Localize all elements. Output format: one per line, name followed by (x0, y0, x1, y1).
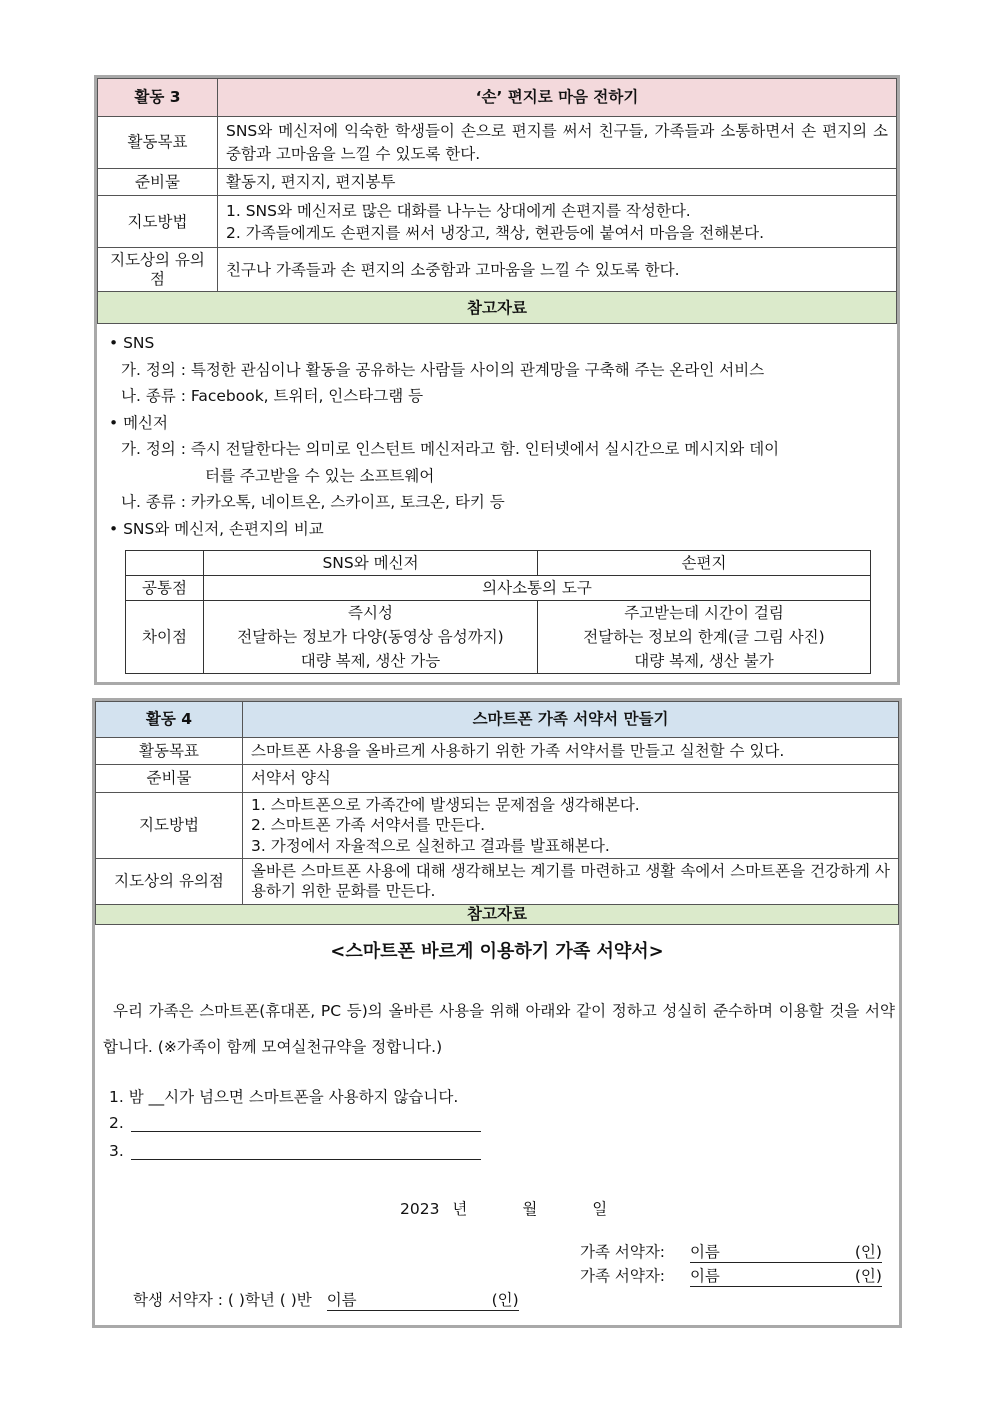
activity4-method-line-2: 2. 스마트폰 가족 서약서를 만든다. (251, 816, 486, 835)
pledge-year: 2023 (400, 1199, 440, 1218)
family-signer-2 (580, 1264, 882, 1287)
pledge-day-unit: 일 (592, 1199, 608, 1218)
sns-diff-2: 전달하는 정보가 다양(동영상 음성까지) (237, 628, 504, 647)
comparison-heading: • SNS와 메신저, 손편지의 비교 (109, 519, 324, 538)
family-signer-2-seal: (인) (854, 1266, 882, 1285)
activity4-box (92, 698, 902, 1328)
comparison-diff-label: 차이점 (126, 601, 204, 674)
family-signer-1-name-field[interactable] (690, 1240, 882, 1263)
pledge-item-1: 1. 밤 __시가 넘으면 스마트폰을 사용하지 않습니다. (109, 1087, 459, 1106)
comparison-table (125, 550, 871, 674)
letter-diff-2: 전달하는 정보의 한계(글 그림 사진) (583, 628, 825, 647)
student-signer (133, 1288, 519, 1311)
activity3-caution-label: 지도상의 유의점 (98, 248, 218, 292)
family-signer-1 (580, 1240, 882, 1263)
activity4-method-line-1: 1. 스마트폰으로 가족간에 발생되는 문제점을 생각해본다. (251, 796, 640, 815)
pledge-title: <스마트폰 바르게 이용하기 가족 서약서> (330, 940, 664, 962)
pledge-item-2-line[interactable] (131, 1113, 481, 1132)
student-signer-name-field[interactable] (327, 1288, 519, 1311)
pledge-form (95, 937, 899, 1337)
comparison-header-sns: SNS와 메신저 (204, 551, 538, 576)
family-signer-2-name-field[interactable] (690, 1264, 882, 1287)
pledge-intro: 우리 가족은 스마트폰(휴대폰, PC 등)의 올바른 사용을 위해 아래와 같이 정하고 성실히 준수하며 이용할 것을 서약합니다. (※가족이 함께 모여실천규약을 정합니다.) (103, 1001, 895, 1056)
pledge-item-3 (109, 1141, 481, 1160)
family-signer-1-seal: (인) (854, 1242, 882, 1261)
sns-diff-3: 대량 복제, 생산 가능 (300, 652, 441, 671)
activity3-materials-label: 준비물 (98, 169, 218, 196)
sns-definition: 가. 정의 : 특정한 관심이나 활동을 공유하는 사람들 사이의 관계망을 구축해 주는 온라인 서비스 (121, 360, 765, 379)
pledge-item-2-number: 2. (109, 1113, 124, 1132)
comparison-header-letter: 손편지 (538, 551, 871, 576)
activity4-materials-label: 준비물 (96, 765, 243, 792)
messenger-heading: • 메신저 (109, 413, 168, 432)
comparison-sns-diffs (204, 601, 538, 674)
activity4-caution-text: 올바른 스마트폰 사용에 대해 생각해보는 계기를 마련하고 생활 속에서 스마트폰을 건강하게 사용하기 위한 문화를 만든다. (243, 858, 899, 904)
family-signer-1-label: 가족 서약자: (580, 1242, 666, 1261)
activity4-materials-text: 서약서 양식 (243, 765, 899, 792)
student-signer-name-label: 이름 (326, 1290, 357, 1309)
activity4-label: 활동 4 (96, 702, 243, 738)
activity3-method-cell (218, 196, 897, 248)
sns-heading: • SNS (109, 334, 155, 353)
pledge-item-3-line[interactable] (131, 1141, 481, 1160)
activity3-table (97, 78, 897, 324)
activity3-box (94, 75, 900, 685)
sns-diff-1: 즉시성 (348, 604, 393, 623)
pledge-month-unit: 월 (522, 1199, 538, 1218)
activity3-goal-text: SNS와 메신저에 익숙한 학생들이 손으로 편지를 써서 친구들, 가족들과 소통하면서 손 편지의 소중함과 고마움을 느낄 수 있도록 한다. (218, 117, 897, 169)
activity4-goal-text: 스마트폰 사용을 올바르게 사용하기 위한 가족 서약서를 만들고 실천할 수 있다. (243, 738, 899, 765)
activity3-label: 활동 3 (98, 79, 218, 117)
activity4-method-cell (243, 792, 899, 858)
activity4-caution-label: 지도상의 유의점 (96, 858, 243, 904)
activity3-title: ‘손’ 편지로 마음 전하기 (218, 79, 897, 117)
activity4-title: 스마트폰 가족 서약서 만들기 (243, 702, 899, 738)
activity4-method-line-3: 3. 가정에서 자율적으로 실천하고 결과를 발표해본다. (251, 836, 610, 855)
comparison-common-value: 의사소통의 도구 (204, 576, 871, 601)
comparison-common-label: 공통점 (126, 576, 204, 601)
activity4-reference-title: 참고자료 (96, 904, 899, 924)
activity4-goal-label: 활동목표 (96, 738, 243, 765)
pledge-date (400, 1197, 607, 1219)
pledge-year-unit: 년 (452, 1199, 468, 1218)
activity3-method-line-1: 1. SNS와 메신저로 많은 대화를 나누는 상대에게 손편지를 작성한다. (226, 201, 691, 220)
activity4-table (95, 701, 899, 925)
activity3-materials-text: 활동지, 편지지, 편지봉투 (218, 169, 897, 196)
messenger-definition: 가. 정의 : 즉시 전달한다는 의미로 인스턴트 메신저라고 함. 인터넷에서 실시간으로 메시지와 데이 (121, 440, 780, 459)
letter-diff-3: 대량 복제, 생산 불가 (634, 652, 774, 671)
messenger-types: 나. 종류 : 카카오톡, 네이트온, 스카이프, 토크온, 타키 등 (121, 493, 505, 512)
messenger-definition-cont: 터를 주고받을 수 있는 소프트웨어 (205, 466, 435, 485)
student-signer-label: 학생 서약자 : ( )학년 ( )반 (133, 1290, 312, 1309)
comparison-letter-diffs (538, 601, 871, 674)
letter-diff-1: 주고받는데 시간이 걸림 (624, 604, 784, 623)
activity3-caution-text: 친구나 가족들과 손 편지의 소중함과 고마움을 느낄 수 있도록 한다. (218, 248, 897, 292)
family-signer-2-label: 가족 서약자: (580, 1266, 666, 1285)
activity3-reference-body (97, 324, 897, 674)
student-signer-seal: (인) (491, 1290, 519, 1309)
family-signer-1-name-label: 이름 (689, 1242, 720, 1261)
activity3-method-line-2: 2. 가족들에게도 손편지를 써서 냉장고, 책상, 현관등에 붙여서 마음을 전해본다. (226, 223, 765, 242)
sns-types: 나. 종류 : Facebook, 트위터, 인스타그램 등 (121, 387, 424, 406)
activity3-method-label: 지도방법 (98, 196, 218, 248)
pledge-item-2 (109, 1113, 481, 1132)
activity3-goal-label: 활동목표 (98, 117, 218, 169)
activity4-method-label: 지도방법 (96, 792, 243, 858)
pledge-item-3-number: 3. (109, 1141, 124, 1160)
comparison-header-empty (126, 551, 204, 576)
activity3-reference-title: 참고자료 (98, 292, 897, 324)
family-signer-2-name-label: 이름 (689, 1266, 720, 1285)
